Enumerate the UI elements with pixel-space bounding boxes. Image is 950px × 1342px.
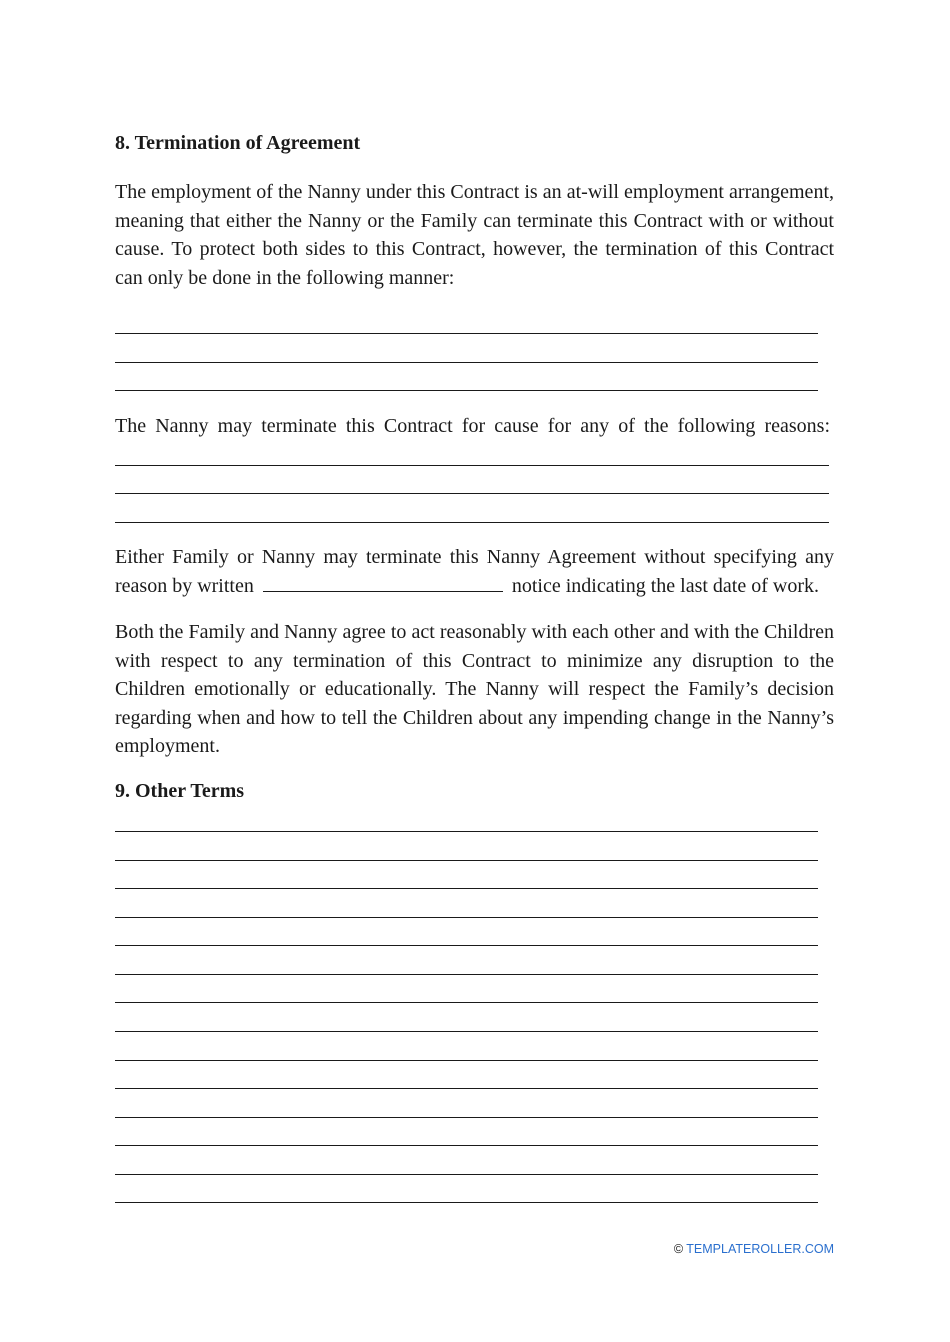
manner-blank-line-3[interactable] xyxy=(115,390,818,391)
section-9-heading: 9. Other Terms xyxy=(115,780,245,802)
templateroller-link[interactable]: TEMPLATEROLLER.COM xyxy=(686,1242,834,1256)
cause-blank-line-1[interactable] xyxy=(115,465,829,466)
notice-period-blank[interactable] xyxy=(263,573,503,592)
cause-blank-line-2[interactable] xyxy=(115,493,829,494)
notice-text-before: Either Family or Nanny may terminate this Nanny Agreement without specifying any reason by written xyxy=(115,546,834,597)
other-terms-line-12[interactable] xyxy=(115,1145,818,1146)
manner-blank-line-1[interactable] xyxy=(115,333,818,334)
other-terms-line-1[interactable] xyxy=(115,831,818,832)
footer-copyright xyxy=(600,1242,834,1257)
other-terms-line-4[interactable] xyxy=(115,917,818,918)
other-terms-line-5[interactable] xyxy=(115,945,818,946)
other-terms-line-9[interactable] xyxy=(115,1060,818,1061)
notice-text-after: notice indicating the last date of work. xyxy=(511,574,819,597)
other-terms-line-3[interactable] xyxy=(115,888,818,889)
section-8-heading: 8. Termination of Agreement xyxy=(115,132,361,154)
manner-blank-line-2[interactable] xyxy=(115,362,818,363)
other-terms-line-2[interactable] xyxy=(115,860,818,861)
other-terms-line-8[interactable] xyxy=(115,1031,818,1032)
notice-paragraph xyxy=(115,543,834,600)
other-terms-line-14[interactable] xyxy=(115,1202,818,1203)
copyright-icon: © xyxy=(673,1242,684,1256)
reasonable-conduct-paragraph: Both the Family and Nanny agree to act reasonably with each other and with the Children with respect to any termination of this Contract to minimize any disruption to the Children emotionally or educationally. The Nanny will respect the Family’s decision regarding when and how to tell the Children about any impending change in the Nanny’s employment. xyxy=(115,621,834,757)
other-terms-line-6[interactable] xyxy=(115,974,818,975)
termination-intro-paragraph: The employment of the Nanny under this Contract is an at-will employment arrangement, meaning that either the Nanny or the Family can terminate this Contract with or without cause. To protect both sides to this Contract, however, the termination of this Contract can only be done in the following manner: xyxy=(115,181,834,289)
cause-blank-line-3[interactable] xyxy=(115,522,829,523)
other-terms-line-10[interactable] xyxy=(115,1088,818,1089)
other-terms-line-13[interactable] xyxy=(115,1174,818,1175)
other-terms-line-11[interactable] xyxy=(115,1117,818,1118)
nanny-cause-paragraph: The Nanny may terminate this Contract for cause for any of the following reasons: xyxy=(115,415,830,437)
other-terms-line-7[interactable] xyxy=(115,1002,818,1003)
